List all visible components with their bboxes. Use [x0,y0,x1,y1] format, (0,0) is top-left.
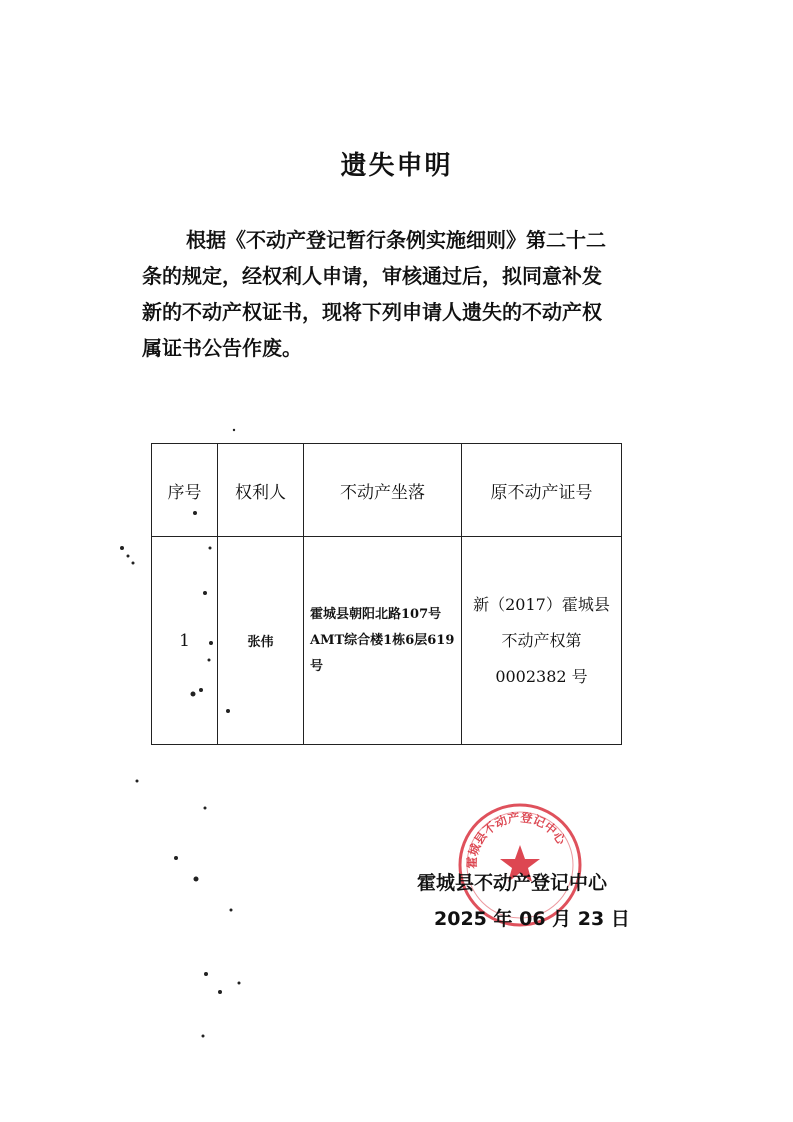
table-header-row [152,444,622,537]
svg-text:霍城县不动产登记中心: 霍城县不动产登记中心 [464,810,569,870]
issue-date: 2025 年 06 月 23 日 [434,908,630,930]
cell-certificate: 新（2017）霍城县不动产权第 0002382 号 [462,537,622,745]
header-location: 不动产坐落 [304,444,462,537]
table-row [152,537,622,745]
paragraph-line: 属证书公告作废。 [142,336,302,360]
issuer-name: 霍城县不动产登记中心 [417,872,608,894]
cell-holder: 张伟 [218,537,304,745]
lost-certificate-table [151,443,622,745]
page-title: 遗失申明 [340,151,453,181]
header-certificate: 原不动产证号 [462,444,622,537]
header-index: 序号 [152,444,218,537]
paragraph-line: 新的不动产权证书，现将下列申请人遗失的不动产权 [142,300,602,324]
notice-paragraph [142,222,622,366]
header-holder: 权利人 [218,444,304,537]
cell-location: 霍城县朝阳北路107号AMT综合楼1栋6层619号 [304,537,462,745]
paragraph-line: 条的规定，经权利人申请，审核通过后，拟同意补发 [142,264,602,288]
paragraph-line: 根据《不动产登记暂行条例实施细则》第二十二 [186,228,606,252]
cell-index: 1 [152,537,218,745]
